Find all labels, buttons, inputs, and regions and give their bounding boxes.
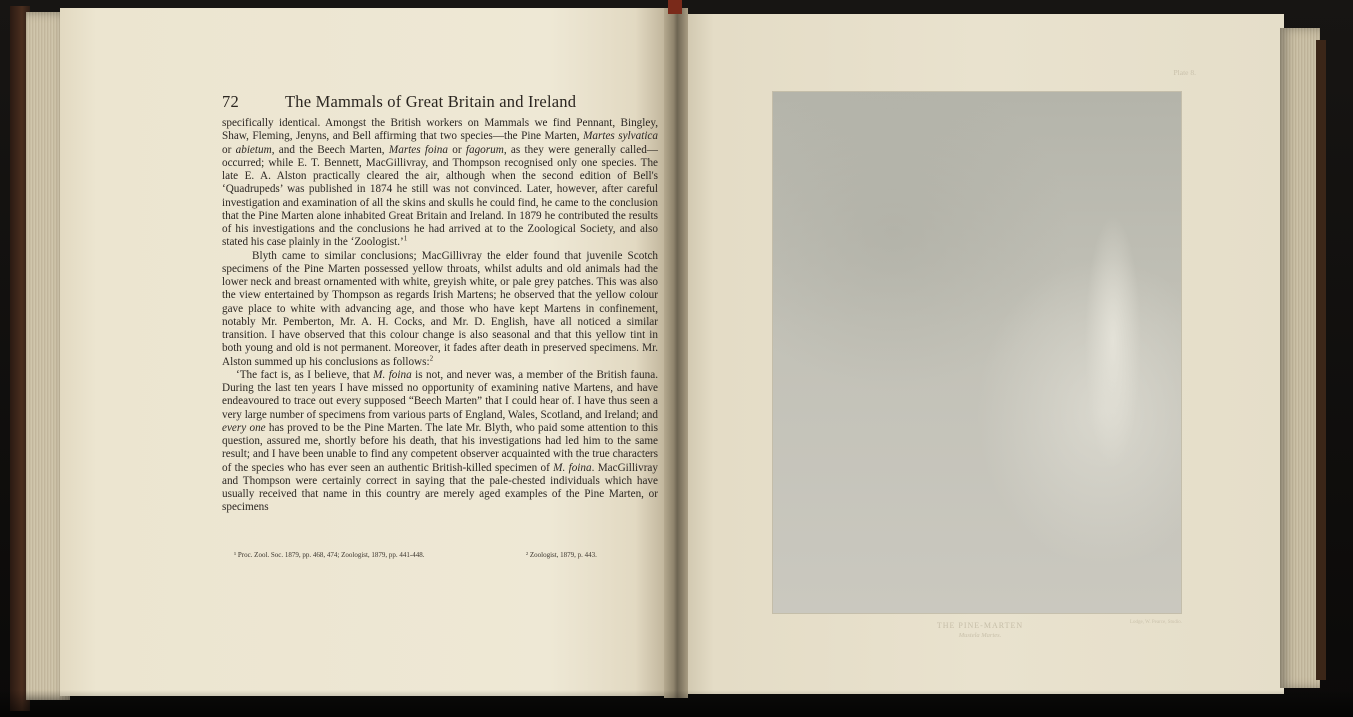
- plate-credit: Lodge, W. Pearce, Studio.: [1129, 620, 1182, 625]
- footnote-ref: 2: [429, 353, 434, 362]
- italic-text: every one: [222, 421, 266, 434]
- pine-marten-plate-image: [773, 92, 1181, 613]
- italic-text: Martes sylvatica: [583, 130, 658, 143]
- text-run: , and the Beech Marten,: [271, 143, 389, 156]
- bottom-shadow: [0, 690, 1353, 717]
- italic-text: Martes foina: [388, 143, 448, 156]
- text-run: or: [447, 143, 466, 156]
- footnote-1: ¹ Proc. Zool. Soc. 1879, pp. 468, 474; Zoologist, 1879, pp. 441-448.: [234, 551, 425, 559]
- text-run: , as they were generally called—occurred; while E. T. Bennett, MacGillivray, and Thompson recognised only one species. The late E. A. Alston practically cleared the air, although when the second edition of Bell's ‘Quadrupeds’ was published in 1874 he still was not convinced. Later, however, after careful investigation and examination of all the skins and skulls he could find, he came to the conclusion that the Pine Marten alone inhabited Great Britain and Ireland. In 1879 he contributed the results of his investigations and the conclusions he had arrived at to the Zoological Society, and also stated his case plainly in the ‘Zoologist.’: [222, 143, 658, 249]
- text-run: . MacGillivray and Thompson were certainly correct in saying that the pale-chested individuals which have usually received that name in this country are merely aged examples of the Pine Marten, or specimens: [222, 461, 658, 514]
- italic-text: fagorum: [465, 143, 504, 156]
- running-title: The Mammals of Great Britain and Ireland: [285, 92, 577, 111]
- page-number: 72: [222, 92, 239, 111]
- book-gutter: [664, 8, 688, 698]
- italic-text: abietum: [235, 143, 272, 156]
- text-run: ‘The fact is, as I believe, that: [236, 368, 374, 381]
- right-cover: [1316, 40, 1326, 680]
- plate-number: Plate 8.: [1173, 68, 1196, 77]
- paragraph: [222, 369, 658, 515]
- text-run: Blyth came to similar conclusions; MacGillivray the elder found that juvenile Scotch specimens of the Pine Marten possessed yellow throats, whilst adults and old animals had the lower neck and breast ornamented with white, greyish white, or pale grey patches. This was also the view entertained by Thompson as regards Irish Martens; he observed that the yellow colour gave place to white with advancing age, and those who have kept Martens in confinement, notably Mr. Pemberton, Mr. A. H. Cocks, and Mr. D. English, have all noticed a similar transition. I have observed that this colour change is also seasonal and that this yellow tint in both young and old is not permanent. Moreover, it fades after death in preserved specimens. Mr. Alston summed up his conclusions as follows:: [222, 249, 658, 368]
- running-head: [222, 92, 662, 116]
- text-run: specifically identical. Amongst the British workers on Mammals we find Pennant, Bingley, Shaw, Fleming, Jenyns, and Bell affirming that two species—the Pine Marten,: [222, 117, 658, 143]
- paragraph: [222, 117, 658, 250]
- body-text: [222, 117, 658, 515]
- text-run: or: [222, 143, 236, 156]
- plate-subcaption: Mustela Martes.: [958, 632, 1002, 639]
- footnote-ref: 1: [403, 234, 408, 243]
- footnote-2: ² Zoologist, 1879, p. 443.: [526, 551, 597, 559]
- text-run: is not, and never was, a member of the British fauna. During the last ten years I have missed no opportunity of examining native Martens, and have endeavoured to trace out every supposed “Beech Marten” that I could hear of. I have thus seen a very large number of specimens from various parts of England, Wales, Scotland, and Ireland; and: [222, 368, 658, 421]
- italic-text: M. foina: [373, 368, 412, 381]
- text-run: has proved to be the Pine Marten. The late Mr. Blyth, who paid some attention to this question, assured me, shortly before his death, that his investigations had led him to the same result; and I have been unable to find any competent observer acquainted with the true characters of the species who has ever seen an authentic British-killed specimen of: [222, 421, 658, 474]
- italic-text: M. foina: [553, 461, 592, 474]
- plate-caption: THE PINE-MARTEN: [936, 621, 1024, 630]
- footnotes: [234, 551, 664, 565]
- paragraph: [222, 250, 658, 369]
- spine-headband: [668, 0, 682, 14]
- right-page-edges: [1280, 28, 1320, 688]
